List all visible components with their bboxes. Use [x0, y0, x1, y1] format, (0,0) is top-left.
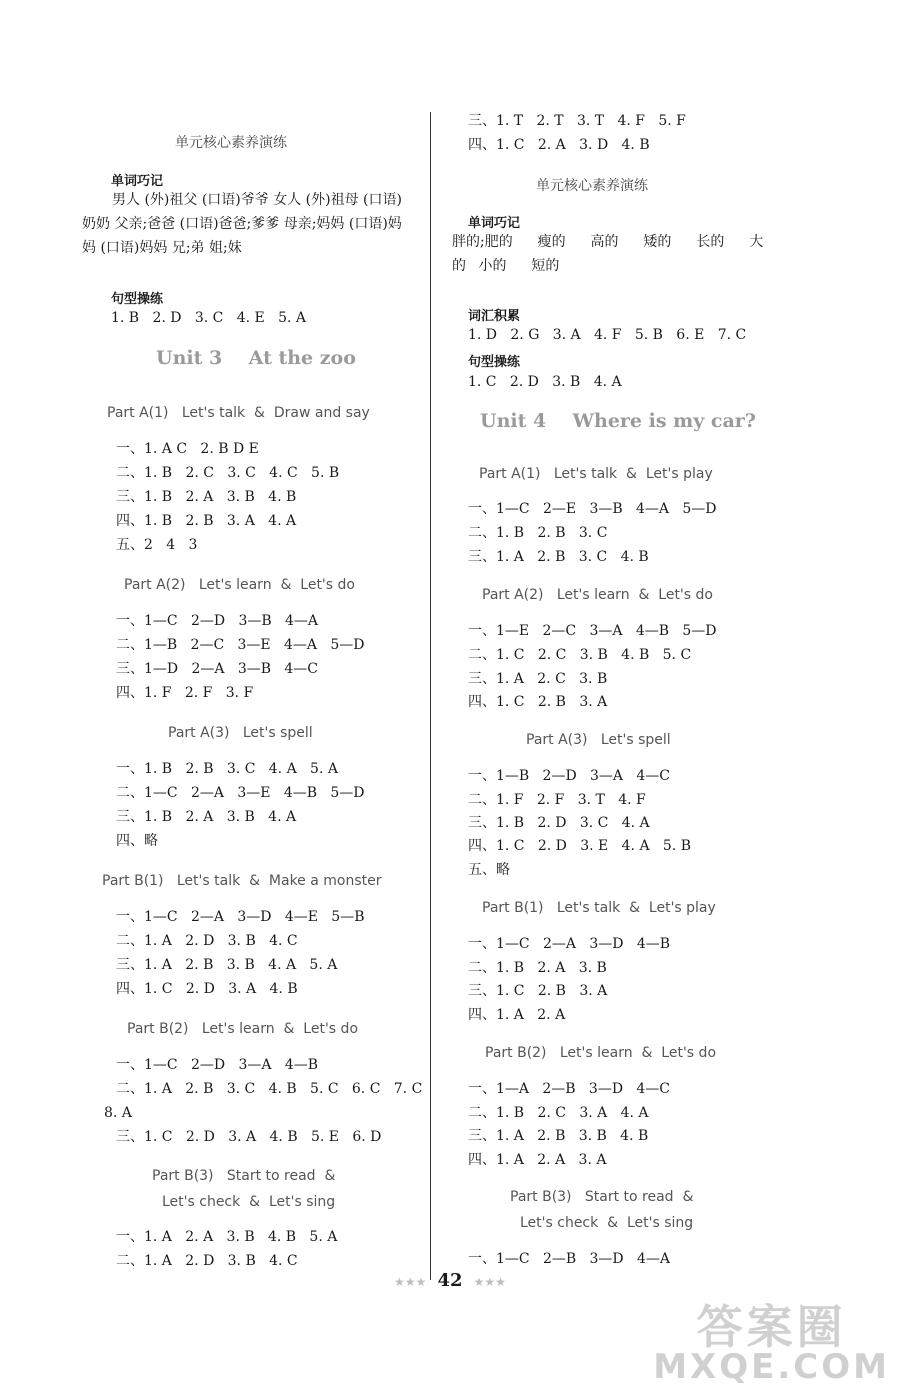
unit-title: Unit 3 At the zoo: [156, 347, 356, 369]
answer-line: 三、1. C 2. D 3. A 4. B 5. E 6. D: [116, 1129, 382, 1145]
section-title: Part A(1) Let's talk & Draw and say: [107, 405, 370, 421]
answer-line: 三、1. A 2. C 3. B: [468, 671, 608, 687]
answer-line: 一、1. B 2. B 3. C 4. A 5. A: [116, 761, 338, 777]
section-title: Part B(2) Let's learn & Let's do: [485, 1045, 717, 1061]
footer-stars-left: ★★★: [394, 1275, 427, 1289]
sentence-practice-answers: 1. C 2. D 3. B 4. A: [468, 374, 622, 390]
answer-line: 四、略: [116, 833, 158, 849]
answer-line: 五、略: [468, 862, 510, 878]
answer-line: 四、1. A 2. A: [468, 1007, 566, 1023]
answer-line: 四、1. B 2. B 3. A 4. A: [116, 513, 297, 529]
section-title: Part A(3) Let's spell: [526, 732, 671, 748]
answer-line: 一、1—A 2—B 3—D 4—C: [468, 1081, 671, 1097]
word-memory-title: 单词巧记: [468, 216, 521, 231]
answer-line: 三、1. T 2. T 3. T 4. F 5. F: [468, 113, 686, 129]
page-number: 42: [437, 1270, 463, 1291]
answer-line: 五、2 4 3: [116, 537, 198, 553]
answer-line: 三、1. A 2. B 3. C 4. B: [468, 549, 649, 565]
watermark-url: MXQE.COM: [653, 1347, 890, 1387]
section-title: Part B(3) Start to read &: [152, 1168, 336, 1184]
section-title-line2: Let's check & Let's sing: [162, 1194, 336, 1210]
answer-line: 一、1—C 2—D 3—A 4—B: [116, 1057, 319, 1073]
sentence-practice-title: 句型操练: [111, 292, 164, 307]
answer-line: 二、1. C 2. C 3. B 4. B 5. C: [468, 647, 692, 663]
answer-line: 三、1. B 2. A 3. B 4. B: [116, 489, 297, 505]
answer-line: 四、1. C 2. B 3. A: [468, 694, 608, 710]
core-practice-title: 单元核心素养演练: [175, 135, 287, 151]
answer-line: 二、1. F 2. F 3. T 4. F: [468, 792, 646, 808]
watermark-logo: [653, 1300, 890, 1387]
section-title: Part B(1) Let's talk & Make a monster: [102, 873, 382, 889]
answer-line: 一、1. A C 2. B D E: [116, 441, 259, 457]
answer-line: 二、1—B 2—C 3—E 4—A 5—D: [116, 637, 365, 653]
answer-line: 8. A: [104, 1105, 132, 1121]
section-title: Part A(2) Let's learn & Let's do: [124, 577, 355, 593]
left-column: [0, 0, 428, 1390]
answer-line: 四、1. A 2. A 3. A: [468, 1152, 607, 1168]
answer-line: 四、1. C 2. D 3. E 4. A 5. B: [468, 838, 691, 854]
answer-line: 三、1. C 2. B 3. A: [468, 983, 608, 999]
answer-line: 二、1. B 2. C 3. C 4. C 5. B: [116, 465, 340, 481]
watermark-text: 答案圈: [696, 1300, 847, 1354]
section-title: Part A(2) Let's learn & Let's do: [482, 587, 713, 603]
page-footer: [0, 1270, 900, 1291]
answer-line: 二、1. A 2. D 3. B 4. C: [116, 1253, 298, 1269]
column-divider: [430, 112, 431, 1280]
word-memory-text: 胖的;肥的 瘦的 高的 矮的 长的 大的 小的 短的: [452, 234, 764, 274]
answer-line: 二、1. A 2. D 3. B 4. C: [116, 933, 298, 949]
answer-line: 四、1. F 2. F 3. F: [116, 685, 254, 701]
answer-line: 三、1. B 2. D 3. C 4. A: [468, 815, 650, 831]
answer-line: 二、1. B 2. B 3. C: [468, 525, 608, 541]
answer-line: 一、1—B 2—D 3—A 4—C: [468, 768, 671, 784]
section-title-line2: Let's check & Let's sing: [520, 1215, 694, 1231]
answer-line: 四、1. C 2. D 3. A 4. B: [116, 981, 298, 997]
section-title: Part B(3) Start to read &: [510, 1189, 694, 1205]
answer-line: 三、1. A 2. B 3. B 4. A 5. A: [116, 957, 338, 973]
word-memory-title: 单词巧记: [111, 174, 164, 189]
answer-line: 四、1. C 2. A 3. D 4. B: [468, 137, 650, 153]
section-title: Part A(1) Let's talk & Let's play: [479, 466, 713, 482]
vocabulary-title: 词汇积累: [468, 309, 521, 324]
footer-stars-right: ★★★: [473, 1275, 506, 1289]
right-column: [440, 0, 900, 1390]
answer-line: 一、1—C 2—D 3—B 4—A: [116, 613, 319, 629]
answer-line: 二、1—C 2—A 3—E 4—B 5—D: [116, 785, 365, 801]
answer-line: 二、1. A 2. B 3. C 4. B 5. C 6. C 7. C: [116, 1081, 423, 1097]
sentence-practice-answers: 1. B 2. D 3. C 4. E 5. A: [111, 310, 306, 326]
answer-line: 一、1—E 2—C 3—A 4—B 5—D: [468, 623, 717, 639]
word-memory-text: 男人 (外)祖父 (口语)爷爷 女人 (外)祖母 (口语)奶奶 父亲;爸爸 (口语)爸爸;爹爹 母亲;妈妈 (口语)妈妈 (口语)妈妈 兄;弟 姐;妹: [82, 192, 402, 256]
answer-line: 一、1. A 2. A 3. B 4. B 5. A: [116, 1229, 338, 1245]
sentence-practice-title: 句型操练: [468, 355, 521, 370]
section-title: Part B(1) Let's talk & Let's play: [482, 900, 716, 916]
answer-line: 二、1. B 2. C 3. A 4. A: [468, 1105, 649, 1121]
answer-line: 一、1—C 2—E 3—B 4—A 5—D: [468, 501, 717, 517]
section-title: Part B(2) Let's learn & Let's do: [127, 1021, 359, 1037]
answer-line: 一、1—C 2—A 3—D 4—E 5—B: [116, 909, 365, 925]
answer-line: 一、1—C 2—A 3—D 4—B: [468, 936, 671, 952]
vocabulary-answers: 1. D 2. G 3. A 4. F 5. B 6. E 7. C: [468, 327, 747, 343]
answer-line: 一、1—C 2—B 3—D 4—A: [468, 1251, 671, 1267]
core-practice-title: 单元核心素养演练: [536, 178, 648, 194]
answer-line: 三、1. A 2. B 3. B 4. B: [468, 1128, 649, 1144]
unit-title: Unit 4 Where is my car?: [480, 410, 756, 432]
answer-line: 三、1. B 2. A 3. B 4. A: [116, 809, 297, 825]
answer-line: 三、1—D 2—A 3—B 4—C: [116, 661, 319, 677]
section-title: Part A(3) Let's spell: [168, 725, 313, 741]
answer-line: 二、1. B 2. A 3. B: [468, 960, 607, 976]
